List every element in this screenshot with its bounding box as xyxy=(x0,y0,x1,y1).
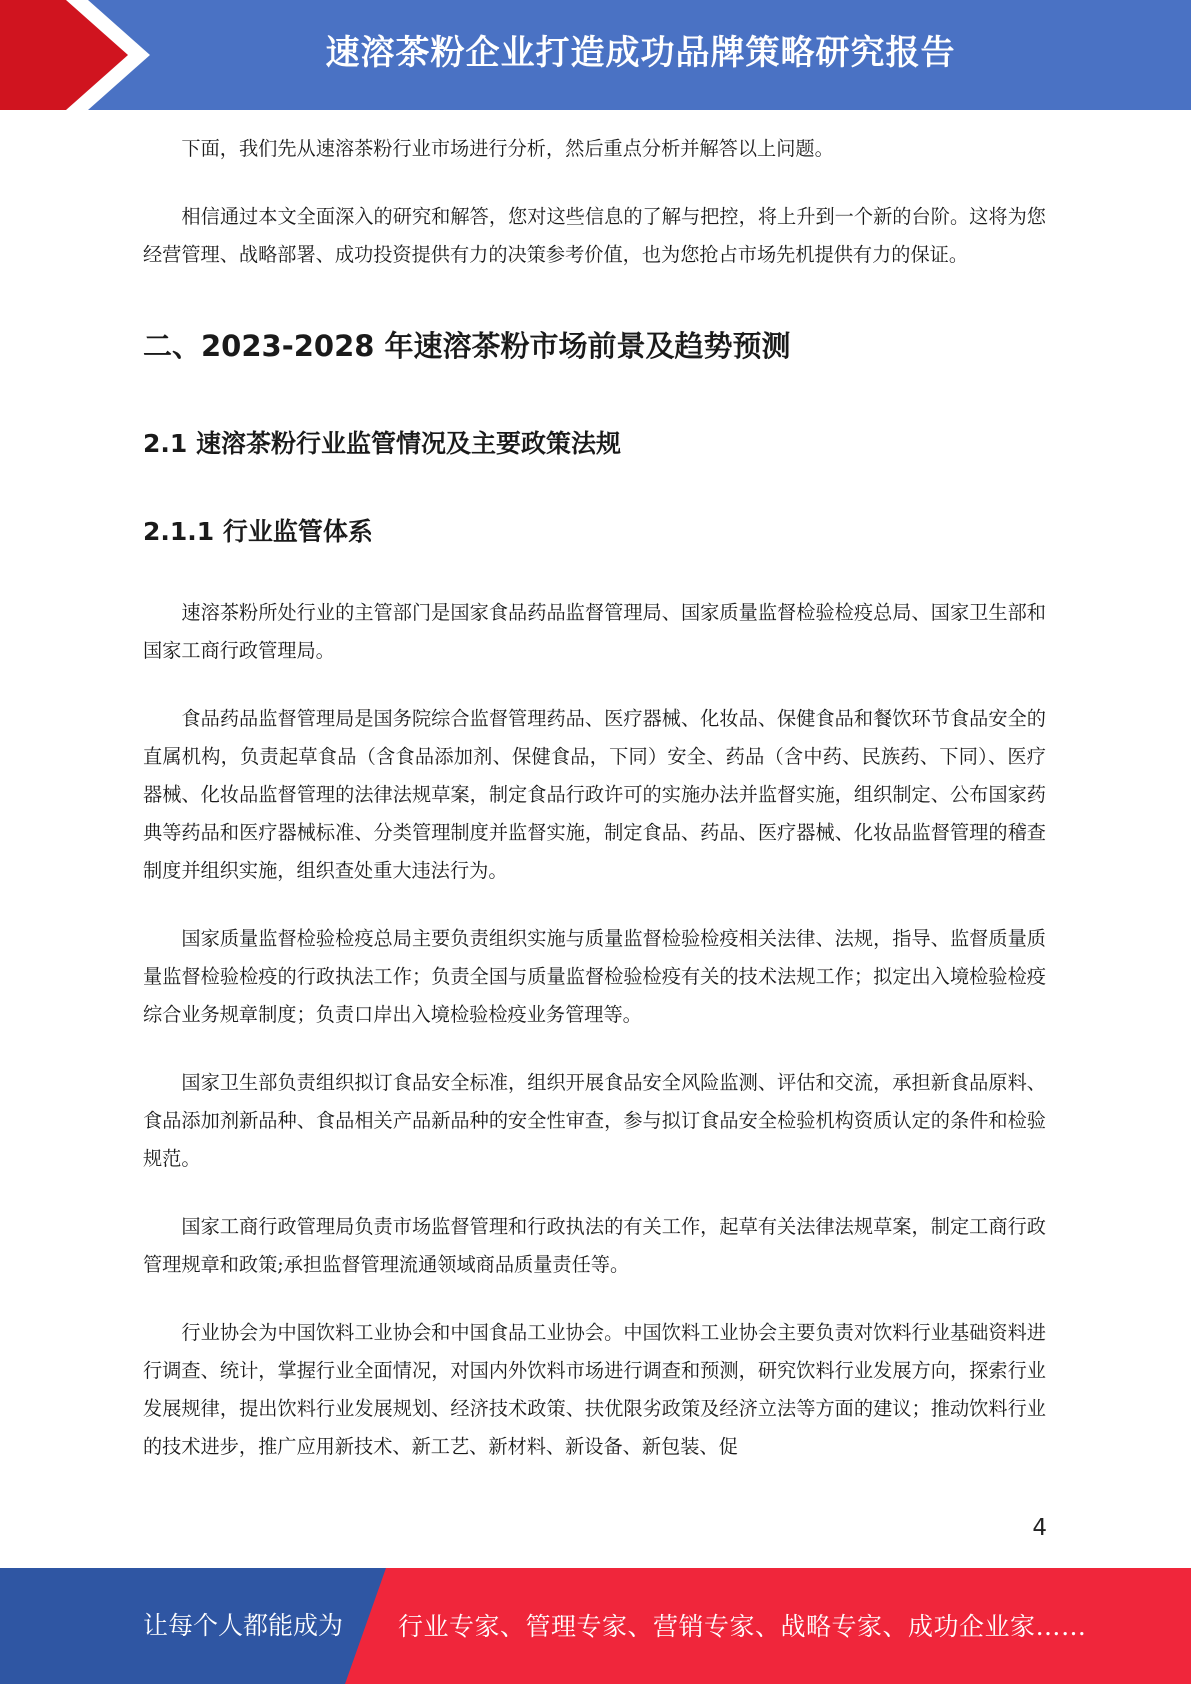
page-number: 4 xyxy=(1032,1515,1047,1541)
section-heading: 二、2023-2028 年速溶茶粉市场前景及趋势预测 xyxy=(143,329,791,363)
subsection-heading: 2.1 速溶茶粉行业监管情况及主要政策法规 xyxy=(143,429,621,458)
page-footer xyxy=(0,1568,1191,1684)
paragraph-health-ministry: 国家卫生部负责组织拟订食品安全标准，组织开展食品安全风险监测、评估和交流，承担新食品原料、食品添加剂新品种、食品相关产品新品种的安全性审查，参与拟订食品安全检验机构资质认定的条件和检验规范。 xyxy=(143,1071,1046,1170)
footer-slogan-left: 让每个人都能成为 xyxy=(143,1611,344,1640)
paragraph-authorities: 速溶茶粉所处行业的主管部门是国家食品药品监督管理局、国家质量监督检验检疫总局、国家卫生部和国家工商行政管理局。 xyxy=(143,601,1046,662)
footer-slogan-right: 行业专家、管理专家、营销专家、战略专家、成功企业家…… xyxy=(398,1612,1087,1641)
page-header xyxy=(0,0,1191,110)
report-title: 速溶茶粉企业打造成功品牌策略研究报告 xyxy=(325,33,956,73)
paragraph-associations: 行业协会为中国饮料工业协会和中国食品工业协会。中国饮料工业协会主要负责对饮料行业基础资料进行调查、统计，掌握行业全面情况，对国内外饮料市场进行调查和预测，研究饮料行业发展方向，探索行业发展规律，提出饮料行业发展规划、经济技术政策、扶优限劣政策及经济立法等方面的建议；推动饮料行业的技术进步，推广应用新技术、新工艺、新材料、新设备、新包装、促 xyxy=(143,1321,1046,1458)
document-body xyxy=(143,118,1046,1466)
header-chevron-decoration xyxy=(0,0,160,110)
paragraph-fda: 食品药品监督管理局是国务院综合监督管理药品、医疗器械、化妆品、保健食品和餐饮环节食品安全的直属机构，负责起草食品（含食品添加剂、保健食品，下同）安全、药品（含中药、民族药、下同）、医疗器械、化妆品监督管理的法律法规草案，制定食品行政许可的实施办法并监督实施，组织制定、公布国家药典等药品和医疗器械标准、分类管理制度并监督实施，制定食品、药品、医疗器械、化妆品监督管理的稽查制度并组织实施，组织查处重大违法行为。 xyxy=(143,707,1046,882)
paragraph-saic: 国家工商行政管理局负责市场监督管理和行政执法的有关工作，起草有关法律法规草案，制定工商行政管理规章和政策;承担监督管理流通领域商品质量责任等。 xyxy=(143,1215,1046,1276)
paragraph-intro: 下面，我们先从速溶茶粉行业市场进行分析，然后重点分析并解答以上问题。 xyxy=(181,137,834,160)
paragraph-aqsiq: 国家质量监督检验检疫总局主要负责组织实施与质量监督检验检疫相关法律、法规，指导、监督质量质量监督检验检疫的行政执法工作；负责全国与质量监督检验检疫有关的技术法规工作；拟定出入境检验检疫综合业务规章制度；负责口岸出入境检验检疫业务管理等。 xyxy=(143,927,1046,1026)
paragraph-value: 相信通过本文全面深入的研究和解答，您对这些信息的了解与把控，将上升到一个新的台阶。这将为您经营管理、战略部署、成功投资提供有力的决策参考价值，也为您抢占市场先机提供有力的保证。 xyxy=(143,205,1046,266)
subsubsection-heading: 2.1.1 行业监管体系 xyxy=(143,517,373,546)
